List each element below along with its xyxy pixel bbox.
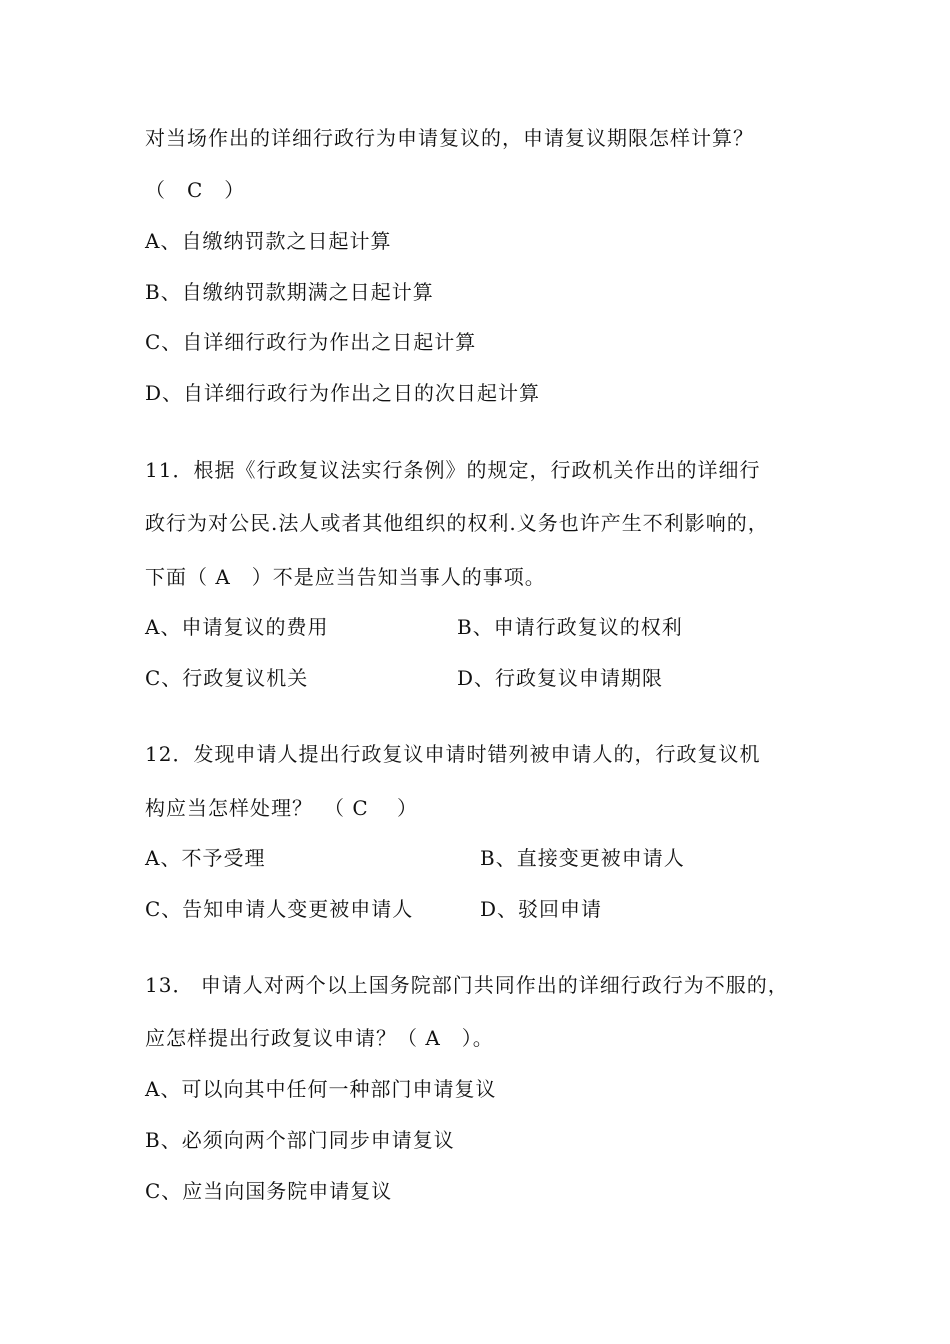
q11-option-d: D、行政复议申请期限 bbox=[457, 666, 664, 690]
q12-stem-line-2: 构应当怎样处理？ （ C ） bbox=[145, 796, 419, 820]
q13-option-c: C、应当向国务院申请复议 bbox=[145, 1179, 393, 1203]
q10-option-b: B、自缴纳罚款期满之日起计算 bbox=[145, 280, 434, 304]
q13-option-a: A、可以向其中任何一种部门申请复议 bbox=[145, 1077, 497, 1101]
q13-stem-line-2: 应怎样提出行政复议申请？（ A ）。 bbox=[145, 1026, 494, 1050]
q11-option-b: B、申请行政复议的权利 bbox=[457, 615, 683, 639]
q11-stem-line-2: 政行为对公民.法人或者其他组织的权利.义务也许产生不利影响的， bbox=[145, 511, 769, 535]
q13-stem-line-1: 13． 申请人对两个以上国务院部门共同作出的详细行政行为不服的， bbox=[145, 973, 789, 997]
q10-option-a: A、自缴纳罚款之日起计算 bbox=[145, 229, 392, 253]
q10-option-c: C、自详细行政行为作出之日起计算 bbox=[145, 330, 477, 354]
q12-option-d: D、驳回申请 bbox=[480, 897, 603, 921]
q13-option-b: B、必须向两个部门同步申请复议 bbox=[145, 1128, 455, 1152]
q12-option-a: A、不予受理 bbox=[145, 846, 266, 870]
q12-option-c: C、告知申请人变更被申请人 bbox=[145, 897, 414, 921]
q11-stem-line-3: 下面（ A ）不是应当告知当事人的事项。 bbox=[145, 565, 546, 589]
q12-option-b: B、直接变更被申请人 bbox=[480, 846, 685, 870]
q10-stem: 对当场作出的详细行政行为申请复议的，申请复议期限怎样计算？ bbox=[145, 126, 754, 150]
q11-option-c: C、行政复议机关 bbox=[145, 666, 309, 690]
q10-answer: （ C ） bbox=[145, 178, 246, 202]
q12-stem-line-1: 12．发现申请人提出行政复议申请时错列被申请人的，行政复议机 bbox=[145, 742, 761, 766]
q11-stem-line-1: 11．根据《行政复议法实行条例》的规定，行政机关作出的详细行 bbox=[145, 458, 761, 482]
q11-option-a: A、申请复议的费用 bbox=[145, 615, 329, 639]
q10-option-d: D、自详细行政行为作出之日的次日起计算 bbox=[145, 381, 541, 405]
